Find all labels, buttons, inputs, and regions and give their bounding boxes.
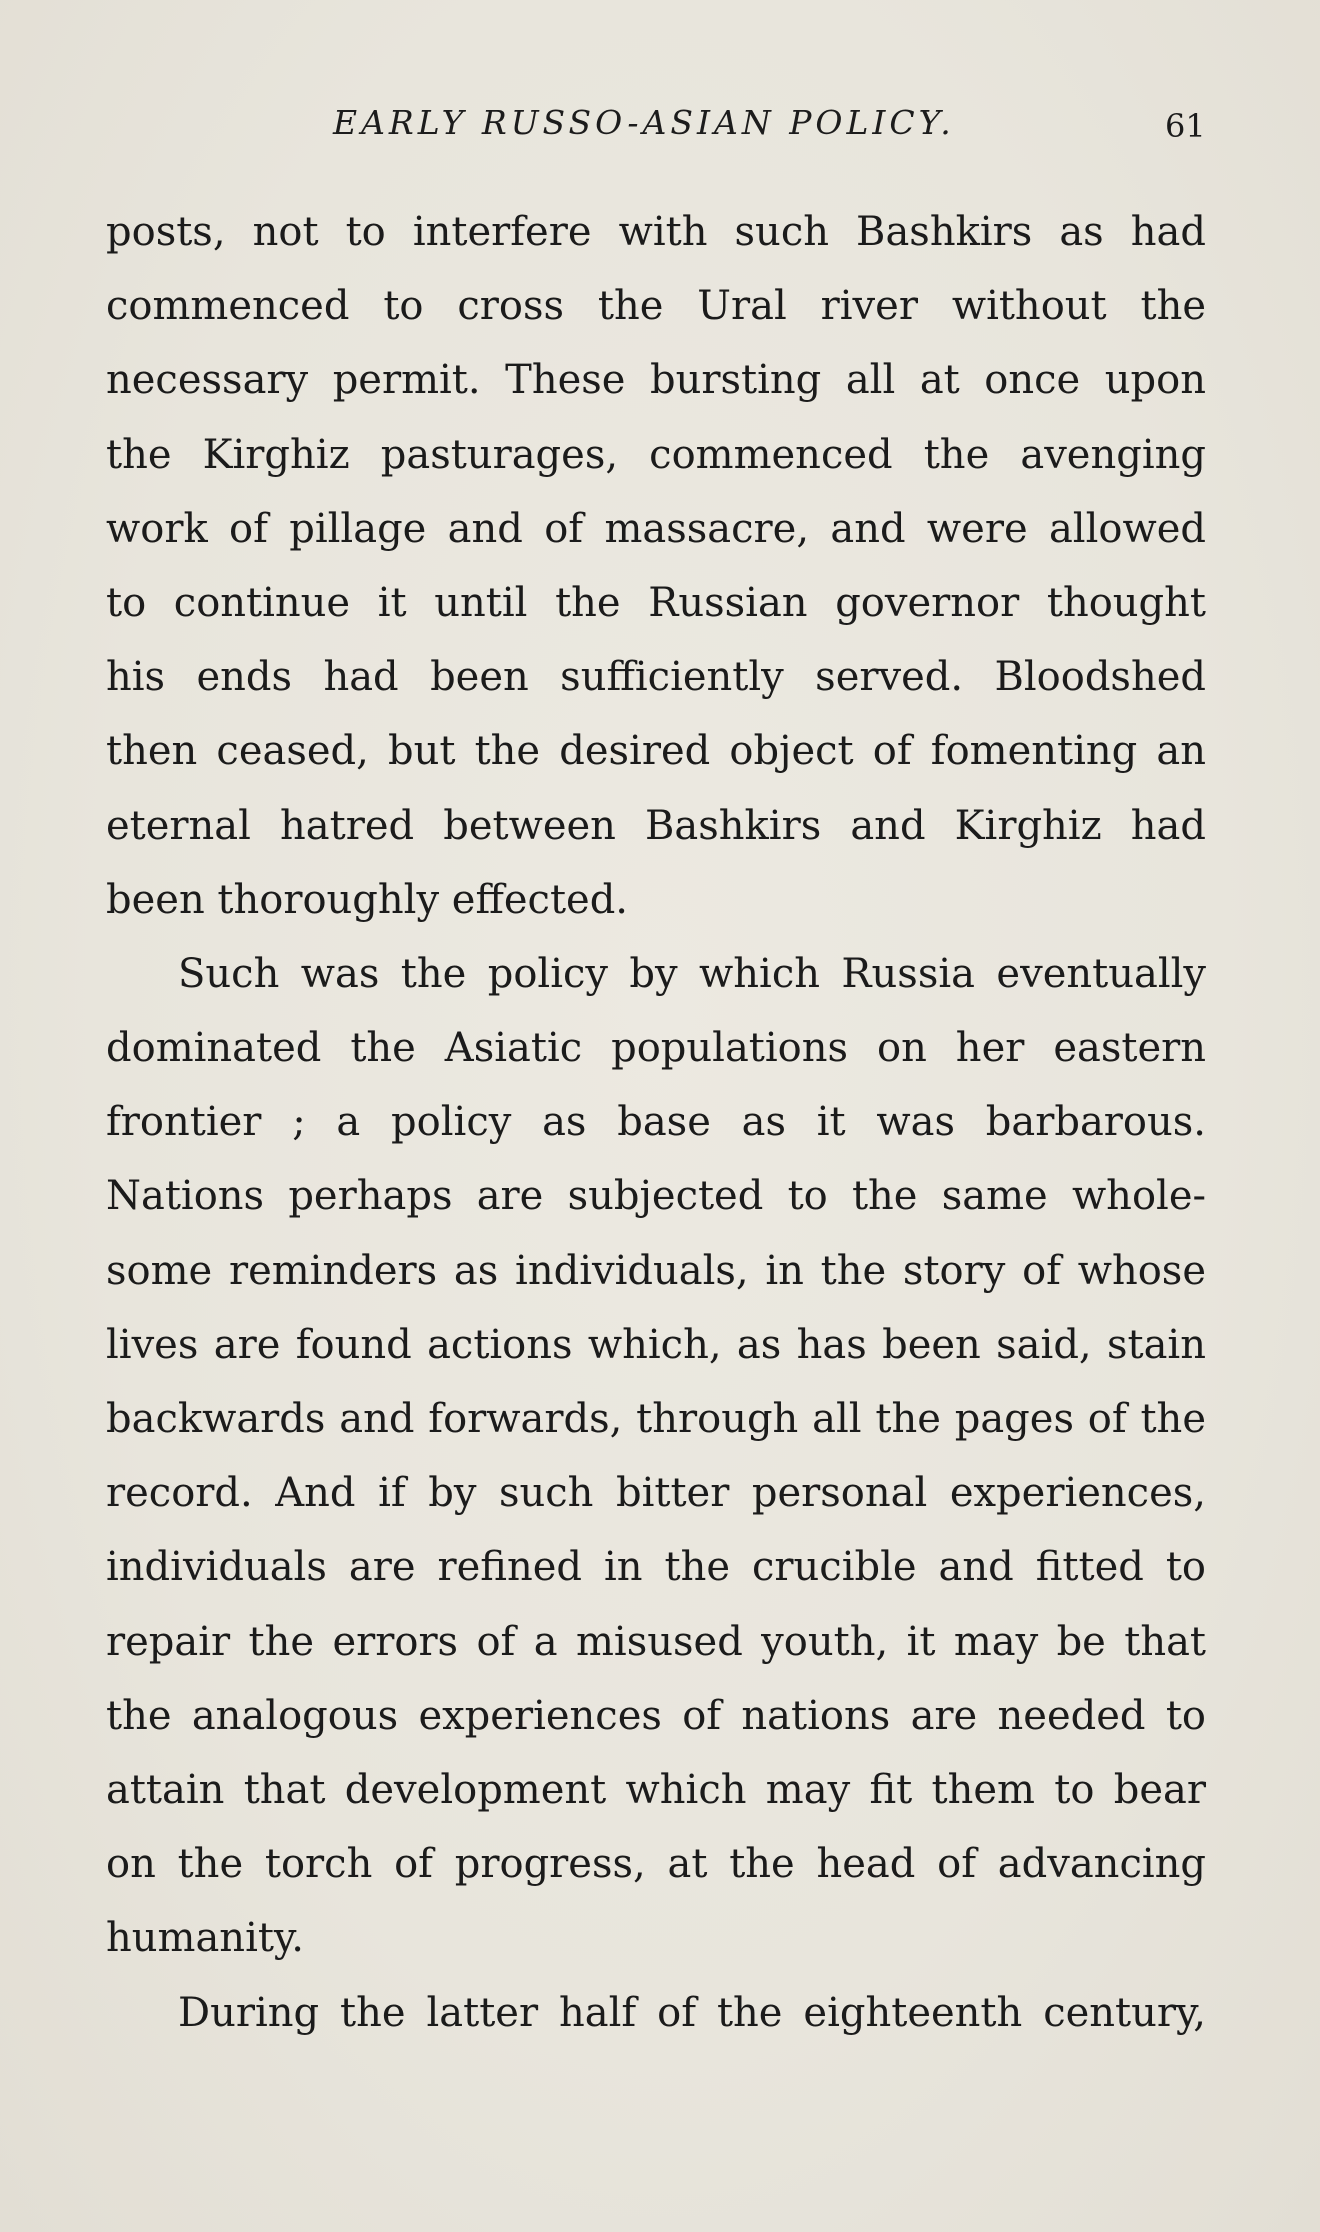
text-line: repair the errors of a misused youth, it may be that — [106, 1618, 1206, 1665]
text-line: to continue it until the Russian governor thought — [106, 579, 1206, 626]
running-head — [0, 103, 1320, 153]
text-line: posts, not to interfere with such Bashkirs as had — [106, 209, 1206, 255]
text-line: some reminders as individuals, in the story of whose — [106, 1247, 1206, 1294]
text-line: then ceased, but the desired object of fomenting an — [106, 728, 1206, 775]
text-line: lives are found actions which, as has been said, stain — [106, 1321, 1206, 1368]
text-line: backwards and forwards, through all the pages of the — [106, 1396, 1206, 1442]
text-line: been thoroughly effected. — [106, 876, 629, 923]
text-line: dominated the Asiatic populations on her eastern — [106, 1025, 1206, 1072]
text-line: necessary permit. These bursting all at once upon — [106, 357, 1206, 404]
text-line: humanity. — [106, 1915, 304, 1962]
text-line: commenced to cross the Ural river without the — [106, 283, 1206, 330]
text-line: eternal hatred between Bashkirs and Kirghiz had — [106, 802, 1206, 849]
text-line: During the latter half of the eighteenth century, — [178, 1989, 1206, 2036]
paragraph-1 — [106, 195, 1206, 937]
page-number: 61 — [1165, 107, 1206, 145]
text-line: Nations perhaps are subjected to the same whole- — [106, 1173, 1206, 1220]
text-line: work of pillage and of massacre, and were allowed — [106, 505, 1206, 552]
text-line: record. And if by such bitter personal experiences, — [106, 1470, 1206, 1517]
text-line: on the torch of progress, at the head of advancing — [106, 1841, 1206, 1888]
running-title: EARLY RUSSO-ASIAN POLICY. — [333, 103, 955, 142]
paragraph-3 — [106, 1976, 1206, 2050]
text-line: frontier ; a policy as base as it was barbarous. — [106, 1099, 1206, 1146]
text-line: individuals are refined in the crucible and fitted to — [106, 1544, 1206, 1591]
text-line: the Kirghiz pasturages, commenced the avenging — [106, 431, 1206, 478]
text-line: Such was the policy by which Russia eventually — [178, 950, 1206, 997]
text-line: his ends had been sufficiently served. Bloodshed — [106, 654, 1206, 701]
text-line: the analogous experiences of nations are needed to — [106, 1692, 1206, 1739]
paragraph-2 — [106, 937, 1206, 1976]
text-line: attain that development which may fit them to bear — [106, 1766, 1206, 1813]
body-text — [106, 195, 1206, 2050]
